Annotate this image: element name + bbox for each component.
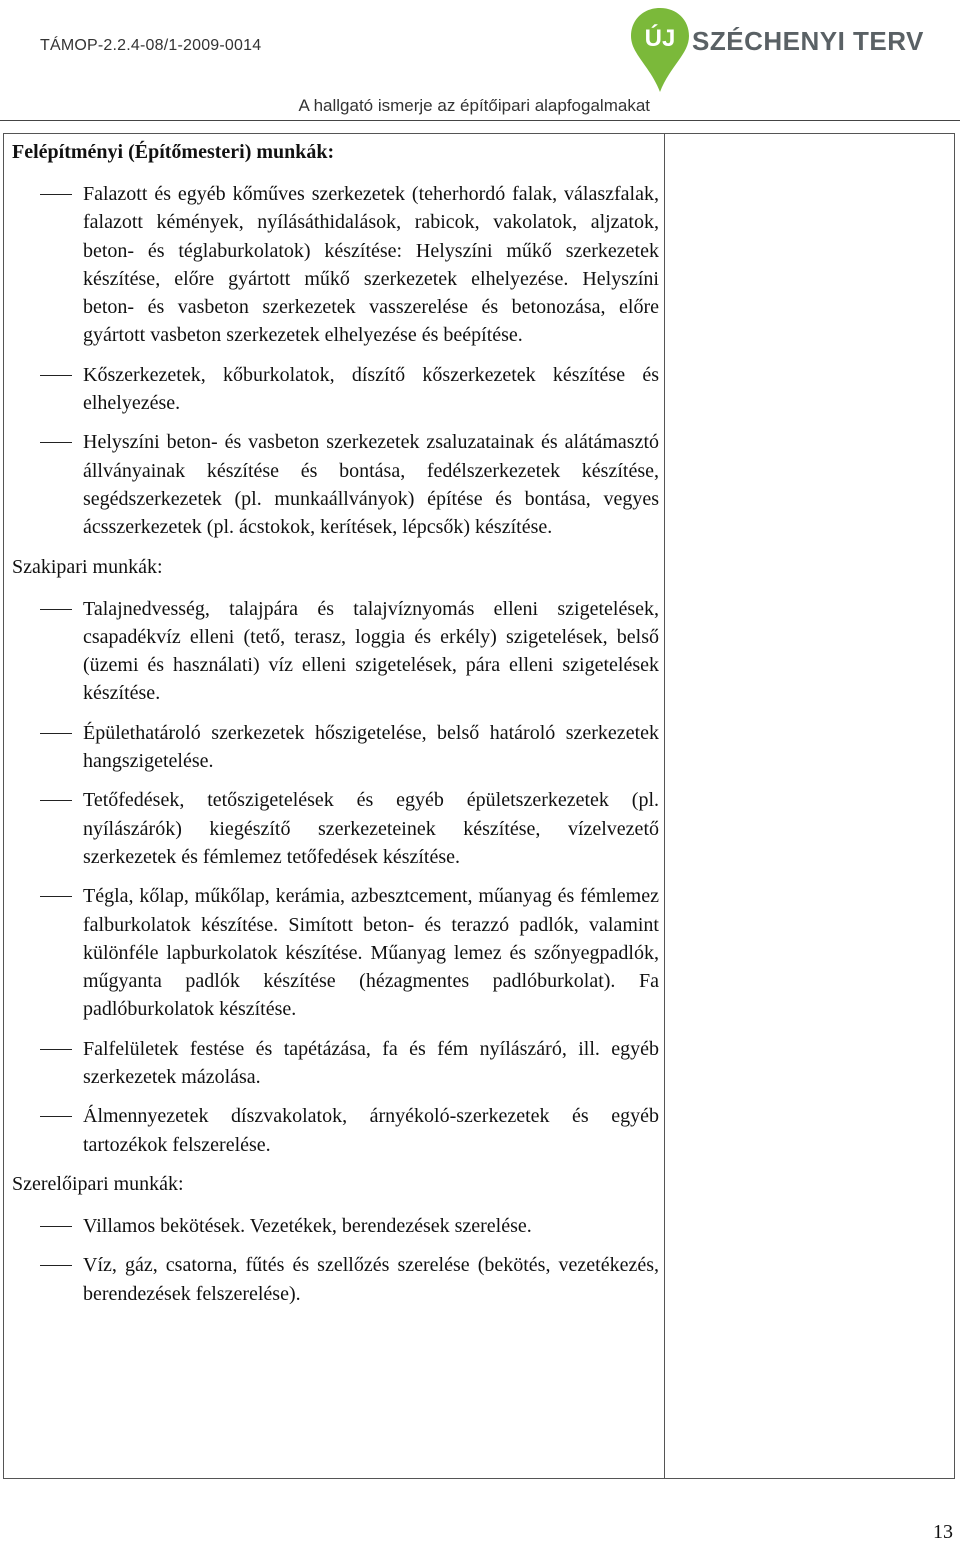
project-code: TÁMOP-2.2.4-08/1-2009-0014 xyxy=(40,37,262,54)
dash-bullet-icon xyxy=(40,375,72,376)
logo-pin-text: ÚJ xyxy=(644,25,676,52)
dash-bullet-icon xyxy=(40,800,72,801)
item-list xyxy=(12,595,659,1159)
list-item xyxy=(12,428,659,541)
content-column xyxy=(12,134,659,1319)
list-item-text: Álmennyezetek díszvakolatok, árnyékoló-szerkezetek és egyéb tartozékok felszerelése. xyxy=(83,1105,659,1156)
list-item-text: Falfelületek festése és tapétázása, fa és fém nyílászáró, ill. egyéb szerkezetek mázolása. xyxy=(83,1037,659,1089)
list-item-text: Víz, gáz, csatorna, fűtés és szellőzés szerelése (bekötés, vezetékezés, berendezések felszerelése). xyxy=(83,1254,659,1305)
dash-bullet-icon xyxy=(40,609,72,610)
section-felepitmenyi xyxy=(12,138,659,542)
list-item xyxy=(12,882,659,1023)
dash-bullet-icon xyxy=(40,1226,72,1227)
list-item-text: Épülethatároló szerkezetek hőszigetelése, belső határoló szerkezetek hangszigetelése. xyxy=(83,721,659,773)
list-item-text: Kőszerkezetek, kőburkolatok, díszítő kőszerkezetek készítése és elhelyezése. xyxy=(83,363,659,415)
page-number: 13 xyxy=(933,1521,953,1543)
section-heading: Szakipari munkák: xyxy=(12,555,163,578)
list-item-text: Tégla, kőlap, műkőlap, kerámia, azbesztcement, műanyag és fémlemez falburkolatok készítése. Simított beton- és terazzó padlók, valamint különféle lapburkolatok készítése. Műanyag lemez és szőnyegpadlók, műgyanta padlók készítése (hézagmentes padlóburkolat). Fa padlóburkolatok készítése. xyxy=(83,885,659,1021)
map-pin-logo-icon xyxy=(628,6,692,98)
list-item-text: Helyszíni beton- és vasbeton szerkezetek zsaluzatainak és alátámasztó állványainak készítése és bontása, fedélszerkezetek készítése, segédszerkezetek (pl. munkaállványok) építése és bontása, vegyes ácsszerkezetek (pl. ácstokok, kerítések, lépcsők) készítése. xyxy=(83,431,659,539)
section-szereloipari xyxy=(12,1170,659,1308)
logo-brand-text: SZÉCHENYI TERV xyxy=(692,26,924,56)
list-item xyxy=(12,1035,659,1092)
dash-bullet-icon xyxy=(40,442,72,443)
list-item xyxy=(12,1102,659,1159)
item-list xyxy=(12,1212,659,1308)
list-item xyxy=(12,1212,659,1240)
list-item-text: Tetőfedések, tetőszigetelések és egyéb épületszerkezetek (pl. nyílászárók) kiegészítő szerkezeteinek készítése, vízelvezető szerkezetek és fémlemez tetőfedések készítése. xyxy=(83,789,659,868)
list-item-text: Talajnedvesség, talajpára és talajvíznyomás elleni szigetelések, csapadékvíz elleni (tető, terasz, loggia és erkély) szigetelések, belső (üzemi és használati) víz elleni szigetelések, pára elleni szigetelések készítése. xyxy=(83,597,659,705)
document-subtitle: A hallgató ismerje az építőipari alapfogalmakat xyxy=(298,96,650,115)
item-list xyxy=(12,180,659,542)
list-item xyxy=(12,786,659,871)
list-item xyxy=(12,1251,659,1308)
section-heading: Felépítményi (Építőmesteri) munkák: xyxy=(12,141,335,163)
list-item xyxy=(12,719,659,776)
section-szakipari xyxy=(12,553,659,1159)
list-item xyxy=(12,361,659,418)
dash-bullet-icon xyxy=(40,896,72,897)
section-heading: Szerelőipari munkák: xyxy=(12,1172,184,1195)
table-column-divider xyxy=(664,133,665,1479)
dash-bullet-icon xyxy=(40,194,72,195)
szechenyi-terv-logo xyxy=(628,6,928,98)
dash-bullet-icon xyxy=(40,1049,72,1050)
list-item xyxy=(12,595,659,708)
dash-bullet-icon xyxy=(40,1265,72,1266)
list-item-text: Falazott és egyéb kőműves szerkezetek (teherhordó falak, válaszfalak, falazott kémények, nyílásáthidalások, rabicok, vakolatok, aljzatok, beton- és téglaburkolatok) készítése: Helyszíni műkő szerkezetek készítése, előre gyártott műkő szerkezetek elhelyezése. Helyszíni beton- és vasbeton szerkezetek vasszerelése és betonozása, előre gyártott vasbeton szerkezetek elhelyezése és beépítése. xyxy=(83,183,659,347)
dash-bullet-icon xyxy=(40,733,72,734)
dash-bullet-icon xyxy=(40,1116,72,1117)
list-item-text: Villamos bekötések. Vezetékek, berendezések szerelése. xyxy=(83,1214,532,1237)
header-divider xyxy=(0,120,960,121)
list-item xyxy=(12,180,659,350)
